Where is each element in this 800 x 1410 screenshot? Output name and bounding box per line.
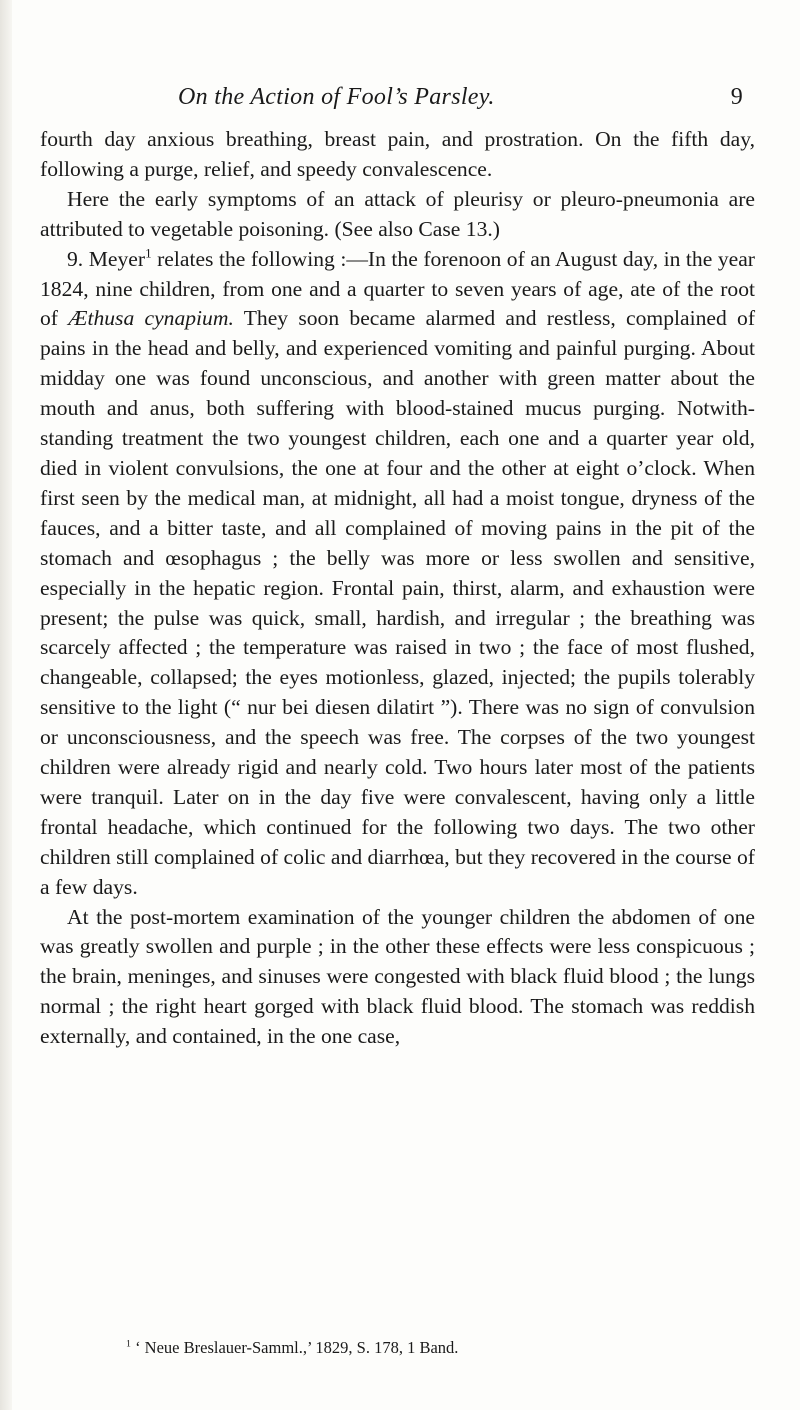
footnote xyxy=(40,1337,755,1359)
running-head-title: On the Action of Fool’s Parsley. xyxy=(178,84,495,110)
paragraph-case-9 xyxy=(40,245,755,903)
page-number: 9 xyxy=(730,84,743,110)
footnote-reference: 1 xyxy=(145,245,152,261)
case-text-before-italic: relates the following :—In the forenoon of an August day, in the year 1824, nine children, from one and a quarter to seven years of age, ate of the root of xyxy=(40,246,755,331)
footnote-text: ‘ Neue Breslauer-Samml.,’ 1829, S. 178, 1 Band. xyxy=(130,1338,459,1357)
species-name-italic: Æthusa cynapium. xyxy=(68,306,234,331)
case-text-after-italic: They soon became alarmed and restless, complained of pains in the head and belly, and experienced vomiting and painful purging. About midday one was found unconscious, and another with green matter about the mouth and anus, both suffering with blood-stained mucus purging. Notwith-standing treatment the two youngest children, each one and a quarter year old, died in violent convulsions, the one at four and the other at eight o’clock. When first seen by the medical man, at midnight, all had a moist tongue, dryness of the fauces, and a bitter taste, and all complained of moving pains in the pit of the stomach and œsophagus ; the belly was more or less swollen and sensitive, especially in the hepatic region. Frontal pain, thirst, alarm, and exhaustion were present; the pulse was quick, small, hardish, and irregular ; the breathing was scarcely affected ; the temperature was raised in two ; the face of most flushed, changeable, collapsed; the eyes motionless, glazed, injected; the pupils tolerably sensitive to the light (“ nur bei diesen dilatirt ”). There was no sign of convulsion or unconsciousness, and the speech was free. The corpses of the two youngest children were already rigid and nearly cold. Two hours later most of the patients were tranquil. Later on in the day five were convalescent, having only a little frontal headache, which continued for the following two days. The two other children still complained of colic and diarrhœa, but they recovered in the course of a few days. xyxy=(40,306,756,899)
paragraph-commentary: Here the early symptoms of an attack of pleurisy or pleuro-pneumonia are attributed to vegetable poisoning. (See also Case 13.) xyxy=(40,186,755,241)
binding-edge xyxy=(0,0,12,1410)
paragraph-continuation: fourth day anxious breathing, breast pain, and prostration. On the fifth day, following a purge, relief, and speedy convalescence. xyxy=(40,127,755,181)
body-text xyxy=(40,125,755,1052)
paragraph-post-mortem: At the post-mortem examination of the younger children the abdomen of one was greatly swollen and purple ; in the other these effects were less conspicuous ; the brain, meninges, and sinuses were congested with black fluid blood ; the lungs normal ; the right heart gorged with black fluid blood. The stomach was reddish externally, and contained, in the one case, xyxy=(40,904,755,1049)
running-head xyxy=(178,84,743,116)
footnote-mark: 1 xyxy=(126,1338,131,1350)
case-lead: 9. Meyer xyxy=(67,246,146,271)
